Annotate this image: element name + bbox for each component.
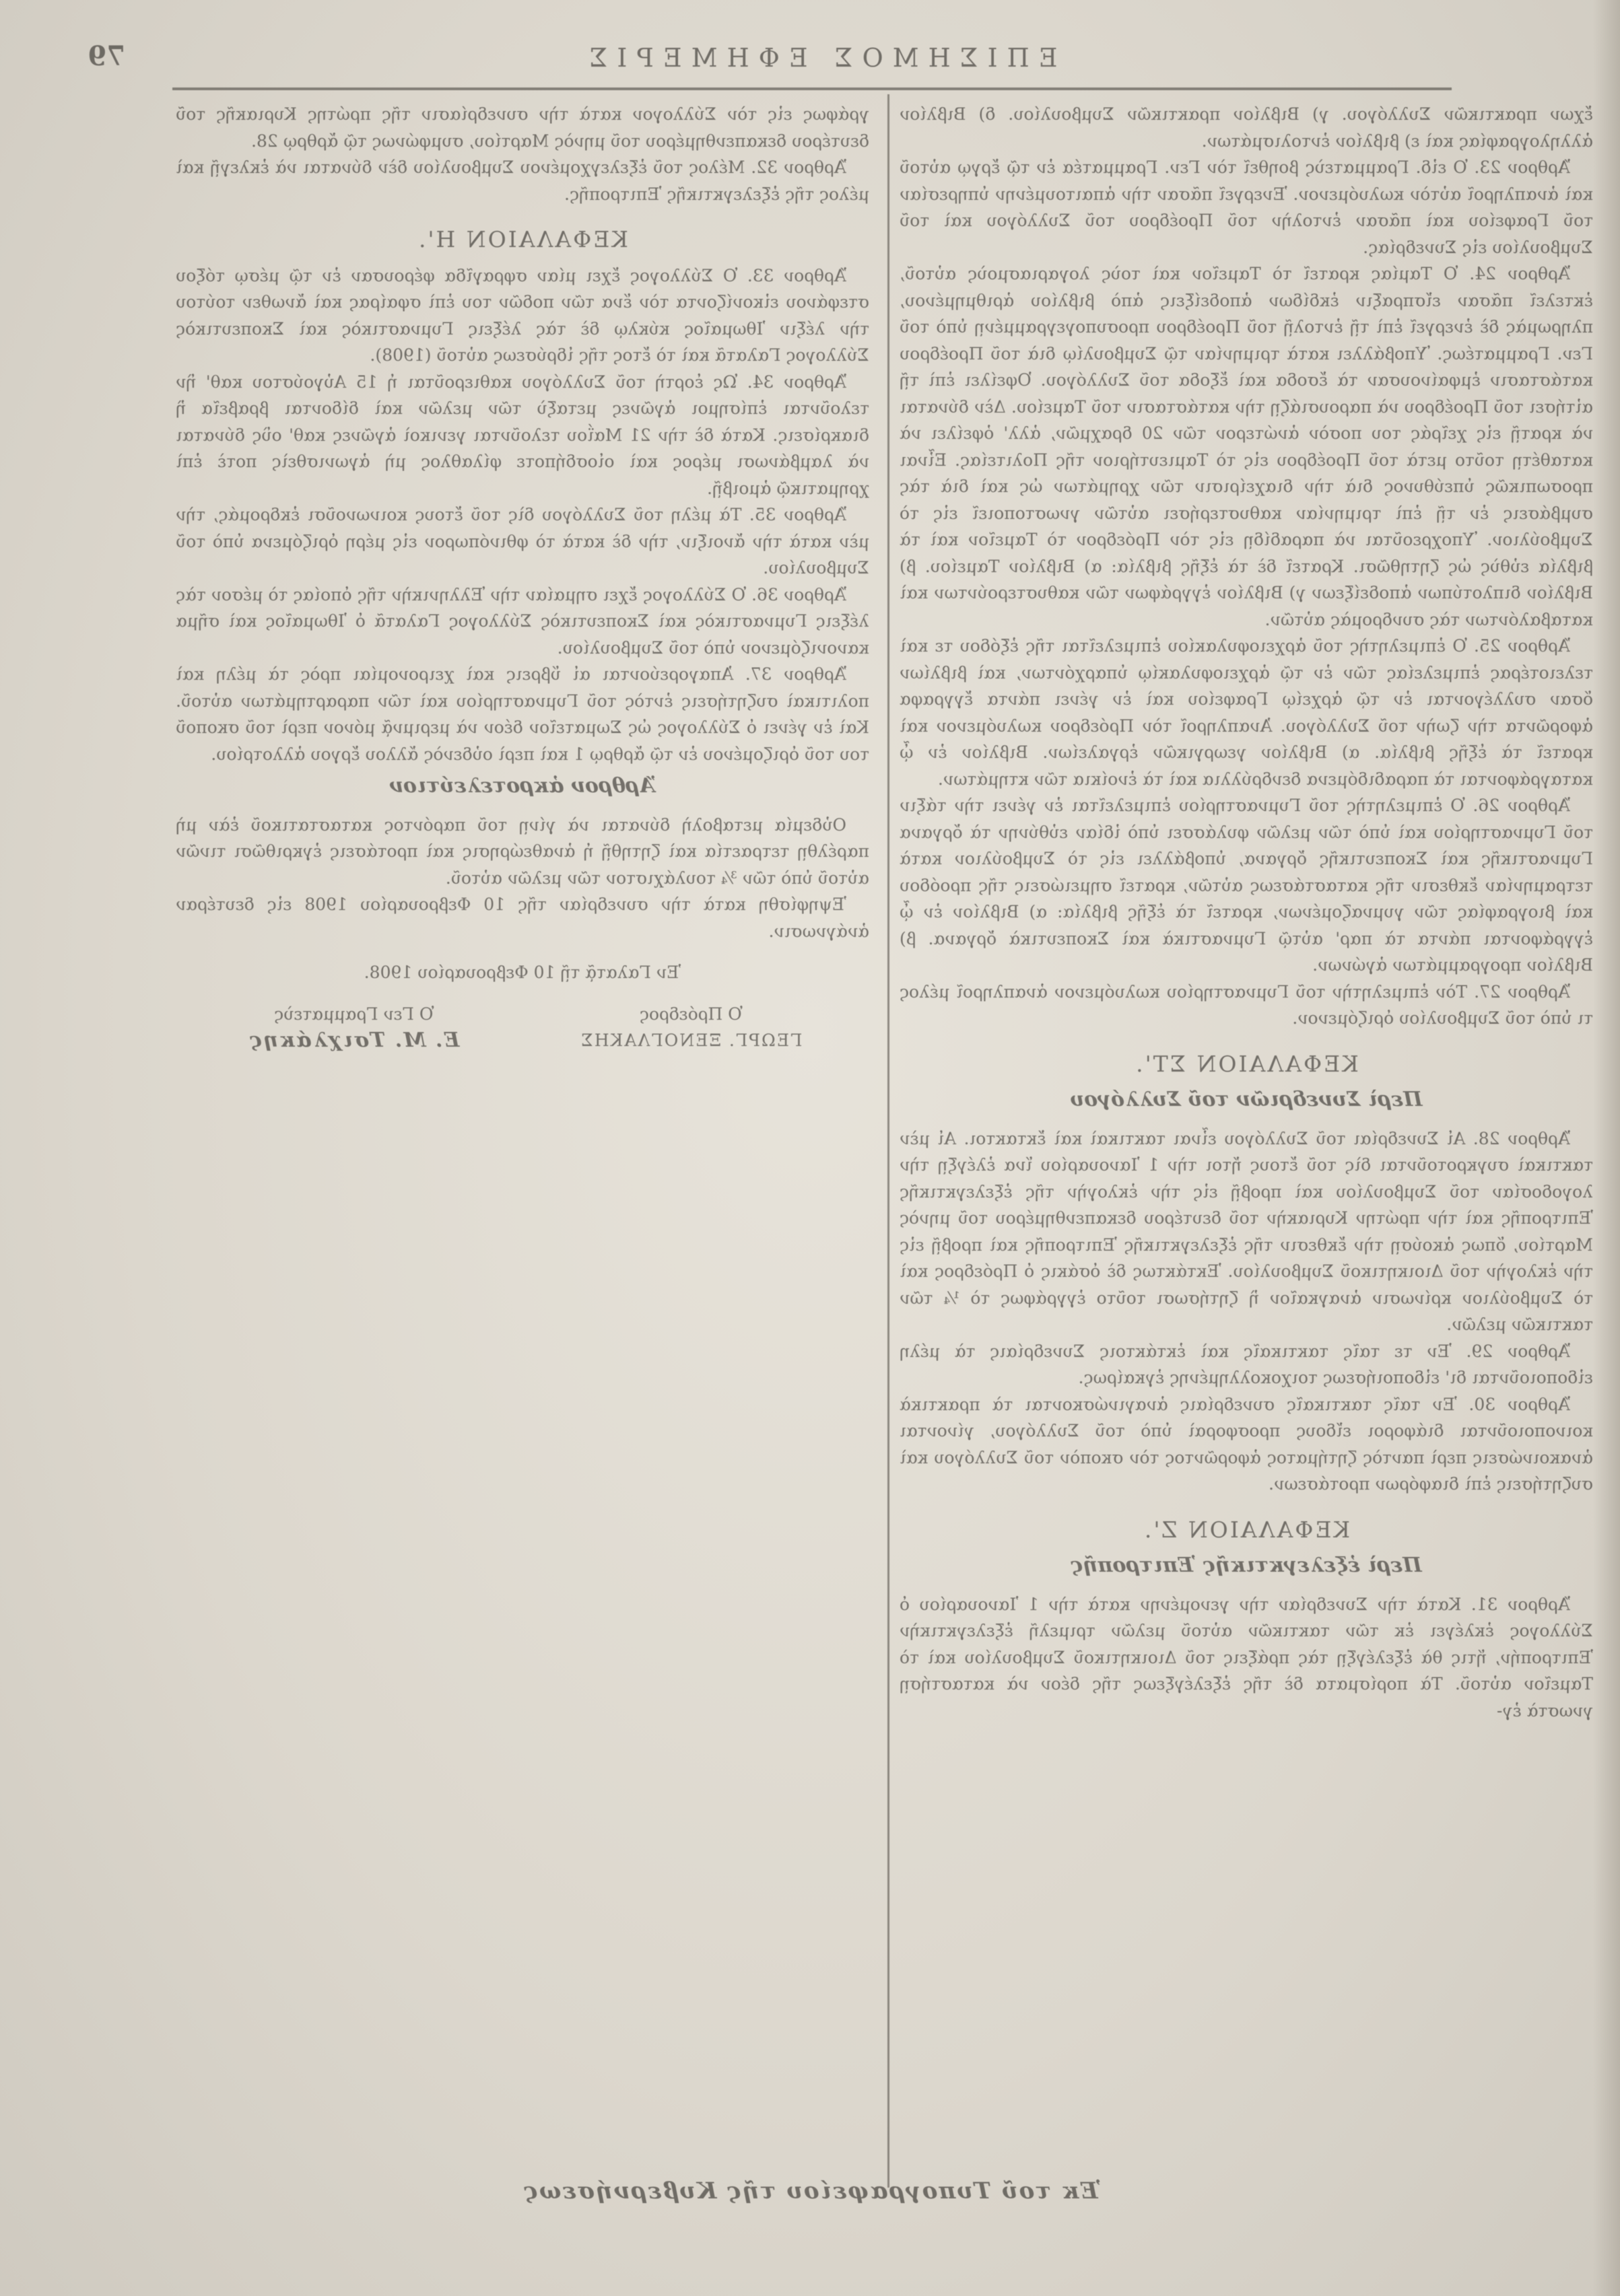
column-divider (887, 94, 889, 2188)
chapter-heading: ΚΕΦΑΛΑΙΟΝ Ζ'. (1142, 1516, 1351, 1543)
journal-title: ΕΠΙΣΗΜΟΣ ΕΦΗΜΕΡΙΣ (580, 43, 1058, 73)
paragraph: Ἄρθρον 25. Ὁ ἐπιμελητὴς τοῦ ἀρχειοφυλακίου ἐπιμελεῖται τῆς ἐξόδου τε καὶ τελειοτέρας ἐπιμελείας τῶν ἐν τῷ ἀρχειοφυλακίῳ ὑπαρχόντων, καὶ βιβλίων ὅσαν συλλέγονται ἐν τῷ ἀρχείῳ Γραφείου καὶ ἐν γένει πάντα ἔγγραφα ἀφορῶντα τὴν ζωὴν τοῦ Συλλόγου. Ἀναπληροῖ τὸν Πρόεδρον κωλυόμενον καὶ κρατεῖ τὰ ἑξῆς βιβλία. α) Βιβλίον γεωργικῶν ἐργαλείων. Βιβλίον ἐν ᾧ καταγράφονται τὰ παραδιδόμενα δενδρύλλια καὶ τὰ ἐνοίκια τῶν κτημάτων. (900, 636, 1593, 789)
column-first (900, 101, 1593, 1724)
president-title: Ὁ Πρόεδρος (639, 1004, 743, 1024)
paragraph: Ἄρθρον 26. Ὁ ἐπιμελητὴς τοῦ Γυμναστηρίου ἐπιμελεῖται ἐν γένει τὴν τάξιν τοῦ Γυμναστηρίου καὶ ὑπὸ τῶν μελῶν φυλάσσει ὑπὸ ἰδίαν εὐθύνην τὰ ὄργανα Γυμναστικῆς καὶ Σκοπευτικῆς ὄργανα, ὑποβάλλει εἰς τὸ Συμβούλιον κατὰ τετραμηνίαν ἔκθεσιν τῆς καταστάσεως αὐτῶν, κρατεῖ σημειώσεις τῆς προόδου καὶ βιογραφίας τῶν γυμναζομένων, κρατεῖ τὰ ἑξῆς βιβλία: α) Βιβλίον ἐν ᾧ ἐγγράφονται πάντα τὰ παρ' αὐτῷ Γυμναστικὰ καὶ Σκοπευτικὰ ὄργανα. β) Βιβλίον προγραμμάτων ἀγώνων. (900, 796, 1593, 975)
paragraph: Ἄρθρον 37. Ἀπαγορεύονται αἱ ὕβρεις καὶ χειρονομίαι πρὸς τὰ μέλη καὶ πολιτικαὶ συζητήσεις ἐντὸς τοῦ Γυμναστηρίου καὶ τῶν παραρτημάτων αὐτοῦ. Καὶ ἐν γένει ὁ Σύλλογος ὡς Σωματεῖον δέον νὰ μεριμνᾷ μόνον περὶ τοῦ σκοποῦ του τοῦ ὁριζομένου ἐν τῷ ἄρθρῳ 1 καὶ περὶ οὐδενὸς ἄλλου ἔργου ἀλλοτρίου. (176, 664, 869, 764)
paragraph: Ἄρθρον 31. Κατὰ τὴν Συνεδρίαν τὴν γενομένην κατὰ τὴν 1 Ἰανουαρίου ὁ Σύλλογος ἐκλέγει ἐκ τῶν τακτικῶν αὐτοῦ μελῶν τριμελῆ ἐξελεγκτικὴν Ἐπιτροπήν, ἥτις θὰ ἐξελέγξῃ τὰς πράξεις τοῦ Διοικητικοῦ Συμβουλίου καὶ τὸ Ταμεῖον αὐτοῦ. Τὰ πορίσματα δὲ τῆς ἐξελέγξεως τῆς δέον νὰ καταστήσῃ γνωστὰ ἐγ- (900, 1594, 1593, 1720)
article-group (900, 101, 1593, 1032)
chapter-heading: ΚΕΦΑΛΑΙΟΝ ΣΤ'. (1134, 1050, 1359, 1077)
paragraph: Ἄρθρον 32. Μέλος τοῦ ἐξελεγχομένου Συμβουλίου δὲν δύναται νὰ ἐκλεγῇ καὶ μέλος τῆς ἐξελεγκτικῆς Ἐπιτροπῆς. (176, 158, 869, 204)
signature-names (176, 1027, 869, 1054)
chapter-heading: ΚΕΦΑΛΑΙΟΝ Η'. (416, 226, 629, 252)
page-edge-shadow (1593, 0, 1620, 2296)
chapter-subtitle: Περὶ ἐξελεγκτικῆς Ἐπιτροπῆς (1071, 1554, 1422, 1577)
page-number: 79 (88, 40, 125, 72)
approval-note: Ἐψηφίσθη κατὰ τὴν συνεδρίαν τῆς 10 Φεβρουαρίου 1908 εἰς δευτέραν ἀνάγνωσιν. (176, 895, 869, 941)
paragraph: Ἄρθρον 36. Ὁ Σύλλογος ἔχει σημαίαν τὴν Ἑλληνικὴν τῆς ὁποίας τὸ μέσον τὰς λέξεις Γυμναστικὸς καὶ Σκοπευτικὸς Σύλλογος Γαλατᾶ ὁ Ἰθωμαῖος καὶ σῆμα κανονιζόμενον ὑπὸ τοῦ Συμβουλίου. (176, 584, 869, 658)
header-rule (172, 88, 1452, 90)
page-header (88, 40, 1458, 81)
paragraph: γράφως εἰς τὸν Σύλλογον κατὰ τὴν συνεδρίασιν τῆς πρώτης Κυριακῆς τοῦ δευτέρου δεκαπενθημέρου τοῦ μηνὸς Μαρτίου, συμφώνως τῷ ἄρθρῳ 28. (176, 104, 869, 151)
printer-footer: Ἐκ τοῦ Τυπογραφείου τῆς Κυβερνήσεως (522, 2178, 1102, 2204)
final-article-title: Ἄρθρον ἀκροτελεύτιον (389, 774, 656, 798)
paragraph: ἔχων πρακτικῶν Συλλόγου. γ) Βιβλίον πρακτικῶν Συμβουλίου. δ) Βιβλίον ἀλληλογραφίας καὶ ε) βιβλίον ἐντολισμάτων. (900, 104, 1593, 151)
paragraph: Ἄρθρον 23. Ὁ εἰδ. Γραμματεὺς βοηθεῖ τὸν Γεν. Γραμματέα ἐν τῷ ἔργῳ αὐτοῦ καὶ ἀναπληροῖ αὐτὸν κωλυόμενον. Ἐνεργεῖ πᾶσαν τὴν ἀπαιτουμένην ὑπηρεσίαν τοῦ Γραφείου καὶ πᾶσαν ἐντολὴν τοῦ Προέδρου τοῦ Συλλόγου καὶ τοῦ Συμβουλίου εἰς Συνεδρίας. (900, 158, 1593, 257)
column-second (176, 101, 869, 1054)
paragraph: Οὐδεμία μεταβολὴ δύναται νὰ γίνῃ τοῦ παρόντος καταστατικοῦ ἐὰν μὴ παρέλθῃ τετραετία καὶ ζητηθῇ ἡ ἀναθεώρησις καὶ προτάσεις ἐγκριθῶσι τινῶν αὐτοῦ ὑπὸ τῶν ¾ τουλάχιστον τῶν μελῶν αὐτοῦ. (176, 814, 869, 888)
paragraph: Ἄρθρον 33. Ὁ Σύλλογος ἔχει μίαν σφραγῖδα φέρουσαν ἐν τῷ μέσῳ τόξου στεφάνου εἰκονίζοντα τὸν ἕνα τῶν ποδῶν του ἐπὶ σφαίρας καὶ ἄνωθεν τούτου τὴν λέξιν Ἰθωμαῖος κύκλῳ δὲ τὰς λέξεις Γυμναστικὸς καὶ Σκοπευτικὸς Σύλλογος Γαλατᾶ καὶ τὸ ἔτος τῆς ἱδρύσεως αὐτοῦ (1908). (176, 265, 869, 365)
chapter-subtitle: Περὶ Συνεδριῶν τοῦ Συλλόγου (1070, 1088, 1423, 1111)
paragraph: Ἄρθρον 34. Ὡς ἑορτὴ τοῦ Συλλόγου καθιεροῦται ἡ 15 Αὐγούστου καθ' ἣν τελοῦνται ἐπίσημοι ἀγῶνες μεταξὺ τῶν μελῶν καὶ δίδονται βραβεῖα ἢ διακρίσεις. Κατὰ δὲ τὴν 21 Μαΐου τελοῦνται γενικοὶ ἀγῶνες καθ' οὓς δύναται νὰ λαμβάνωσι μέρος καὶ οἱοσδήποτε φίλαθλος μὴ ἀγωνισθεὶς ποτὲ ἐπὶ χρηματικῷ ἀμοιβῇ. (176, 372, 869, 498)
paragraph: Ἄρθρον 27. Τὸν ἐπιμελητὴν τοῦ Γυμναστηρίου κωλυόμενον ἀναπληροῖ μέλος τι ὑπὸ τοῦ Συμβουλίου ὁριζόμενον. (900, 981, 1593, 1028)
place-date: Ἐν Γαλατᾷ τῇ 10 Φεβρουαρίου 1908. (364, 963, 681, 982)
paragraph: Ἄρθρον 24. Ὁ Ταμίας κρατεῖ τὸ Ταμεῖον καὶ τοὺς λογαριασμοὺς αὐτοῦ, ἐκτελεῖ πᾶσαν εἴσπραξιν ἐκδίδων ἀποδείξεις ἀπὸ βιβλίου ἀριθμημένου, πληρωμὰς δὲ ἐνεργεῖ ἐπὶ τῇ ἐντολῇ τοῦ Προέδρου προσυπογεγραμμένῃ ὑπὸ τοῦ Γεν. Γραμματέως. Ὑποβάλλει κατὰ τριμηνίαν τῷ Συμβουλίῳ διὰ τοῦ Προέδρου κατάστασιν ἐμφαίνουσαν τὰ ἔσοδα καὶ ἔξοδα τοῦ Συλλόγου. Ὀφείλει ἐπὶ τῇ αἰτήσει τοῦ Προέδρου νὰ παρουσιάζῃ τὴν κατάστασιν τοῦ Ταμείου. Δὲν δύναται νὰ κρατῇ εἰς χεῖράς του ποσὸν ἀνώτερον τῶν 20 δραχμῶν, ἀλλ' ὀφείλει νὰ καταθέτῃ τοῦτο μετὰ τοῦ Προέδρου εἰς τὸ Ταμιευτήριον τῆς Πολιτείας. Εἶναι προσωπικῶς ὑπεύθυνος διὰ τὴν διαχείρισιν τῶν χρημάτων ὡς καὶ διὰ τὰς συμβάσεις ἐν τῇ ἐπὶ τριμηνίαν καθυστερήσει αὐτῶν γνωστοποιεῖ εἰς τὸ Συμβούλιον. Ὑποχρεοῦται νὰ παραδίδῃ εἰς τὸν Πρόεδρον τὸ Ταμεῖον καὶ τὰ βιβλία εὐθὺς ὡς ζητηθῶσι. Κρατεῖ δὲ τὰ ἑξῆς βιβλία: α) Βιβλίον Ταμείου. β) Βιβλίον διπλοτύπων ἀποδείξεων γ) Βιβλίον ἐγγράφων τῶν καθυστερούντων καὶ καταβαλόντων τὰς συνδρομὰς αὐτῶν. (900, 264, 1593, 629)
paragraph: Ἄρθρον 30. Ἐν ταῖς τακτικαῖς συνεδρίαις ἀναγινώσκονται τὰ πρακτικὰ κοινοποιοῦνται διάφοροι εἴδους προσφοραὶ ὑπὸ τοῦ Συλλόγου, γίνονται ἀνακοινώσεις περὶ παντὸς ζητήματος ἀφορῶντος τὸν σκοπὸν τοῦ Συλλόγου καὶ συζητήσεις ἐπὶ διαφόρων προτάσεων. (900, 1394, 1593, 1494)
signature-titles (176, 1001, 869, 1028)
paragraph: Ἄρθρον 35. Τὰ μέλη τοῦ Συλλόγου δὶς τοῦ ἔτους κοινωνοῦσι ἐκδρομάς, τὴν μὲν κατὰ τὴν ἄνοιξιν, τὴν δὲ κατὰ τὸ φθινόπωρον εἰς μέρη ὁριζόμενα ὑπὸ τοῦ Συμβουλίου. (176, 505, 869, 578)
paragraph: Ἄρθρον 29. Ἐν τε ταῖς τακτικαῖς καὶ ἐκτάκτοις Συνεδρίαις τὰ μέλη εἰδοποιοῦνται δι' εἰδοποιήσεως τοιχοκολλημένης ἐγκαίρως. (900, 1341, 1593, 1387)
secretary-title: Ὁ Γεν Γραμματεὺς (274, 1004, 434, 1024)
president-name: ΓΕΩΡΓ. ΞΕΝΟΓΛΑΚΗΣ (580, 1031, 803, 1050)
paragraph: Ἄρθρον 28. Αἱ Συνεδρίαι τοῦ Συλλόγου εἶναι τακτικαὶ καὶ ἔκτακτοι. Αἱ μὲν τακτικαὶ συγκροτοῦνται δὶς τοῦ ἔτους ἤτοι τὴν 1 Ἰανουαρίου ἵνα ἐλέγξῃ τὴν λογοδοσίαν τοῦ Συμβουλίου καὶ προβῇ εἰς τὴν ἐκλογὴν τῆς ἐξελεγκτικῆς Ἐπιτροπῆς καὶ τὴν πρώτην Κυριακὴν τοῦ δευτέρου δεκαπενθημέρου τοῦ μηνὸς Μαρτίου, ὅπως ἀκούσῃ τὴν ἔκθεσιν τῆς ἐξελεγκτικῆς Ἐπιτροπῆς καὶ προβῇ εἰς τὴν ἐκλογὴν τοῦ Διοικητικοῦ Συμβουλίου. Ἐκτάκτως δὲ ὁσάκις ὁ Πρόεδρος καὶ τὸ Συμβούλιον κρίνωσιν ἀναγκαῖον ἢ ζητήσωσι τοῦτο ἐγγράφως τὸ ¼ τῶν τακτικῶν μελῶν. (900, 1128, 1593, 1334)
secretary-name: Ε. Μ. Τσιχλάκης (248, 1029, 460, 1052)
